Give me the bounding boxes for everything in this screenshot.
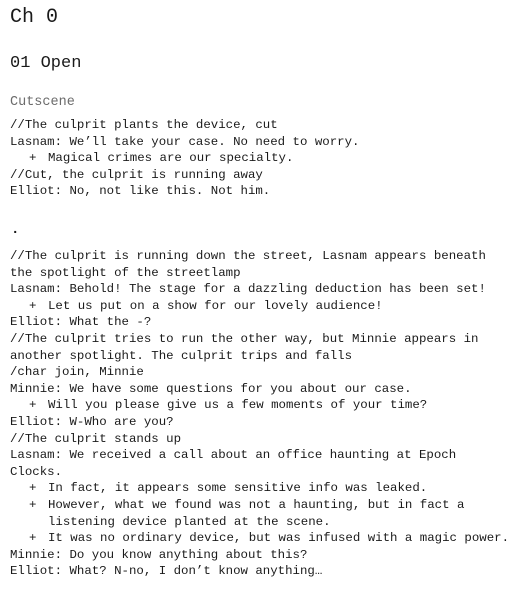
- choice-line: [10, 298, 515, 315]
- stage-direction-line: //Cut, the culprit is running away: [10, 167, 263, 182]
- stage-direction-line: //The culprit tries to run the other way, but Minnie appears in another spotlight. The culprit trips and falls: [10, 331, 486, 363]
- choice-marker: +: [29, 497, 37, 512]
- choice-line: [10, 480, 515, 497]
- dialogue-line: Minnie: We have some questions for you about our case.: [10, 381, 412, 396]
- script-block-chase: [10, 248, 515, 580]
- dialogue-line: Elliot: No, not like this. Not him.: [10, 184, 271, 199]
- choice-marker: +: [29, 531, 37, 546]
- dialogue-line: Elliot: What the -?: [10, 315, 152, 330]
- choice-line: [10, 150, 515, 167]
- stage-direction-line: //The culprit is running down the street, Lasnam appears beneath the spotlight of the streetlamp: [10, 249, 494, 280]
- scene-label: Cutscene: [10, 95, 75, 110]
- dialogue-line: Elliot: W-Who are you?: [10, 414, 174, 429]
- choice-marker: +: [29, 481, 37, 496]
- section-heading: 01 Open: [10, 54, 82, 73]
- choice-text: Will you please give us a few moments of your time?: [48, 398, 428, 413]
- stage-direction-line: //The culprit plants the device, cut: [10, 118, 278, 132]
- choice-text: Let us put on a show for our lovely audience!: [48, 298, 383, 313]
- choice-line: [10, 397, 515, 414]
- choice-line: [10, 497, 515, 530]
- choice-marker: +: [29, 398, 37, 413]
- dialogue-line: Elliot: What? N-no, I don’t know anything…: [10, 564, 323, 579]
- dialogue-line: Lasnam: Behold! The stage for a dazzling deduction has been set!: [10, 282, 486, 297]
- dialogue-line: Lasnam: We’ll take your case. No need to worry.: [10, 134, 360, 149]
- dialogue-line: Minnie: Do you know anything about this?: [10, 547, 308, 562]
- choice-text: In fact, it appears some sensitive info was leaked.: [48, 481, 428, 496]
- command-line: /char join, Minnie: [10, 365, 144, 380]
- chapter-heading: Ch 0: [10, 6, 59, 29]
- choice-text: Magical crimes are our specialty.: [48, 151, 294, 166]
- choice-text: It was no ordinary device, but was infused with a magic power.: [48, 531, 510, 546]
- script-block-cutscene: [10, 117, 515, 200]
- stage-direction-line: //The culprit stands up: [10, 431, 182, 446]
- choice-text: However, what we found was not a haunting, but in fact a listening device planted at the scene.: [48, 497, 472, 529]
- dialogue-line: Lasnam: We received a call about an office haunting at Epoch Clocks.: [10, 448, 464, 479]
- choice-marker: +: [29, 151, 37, 166]
- choice-marker: +: [29, 298, 37, 313]
- scene-separator: .: [11, 222, 20, 238]
- choice-line: [10, 530, 515, 547]
